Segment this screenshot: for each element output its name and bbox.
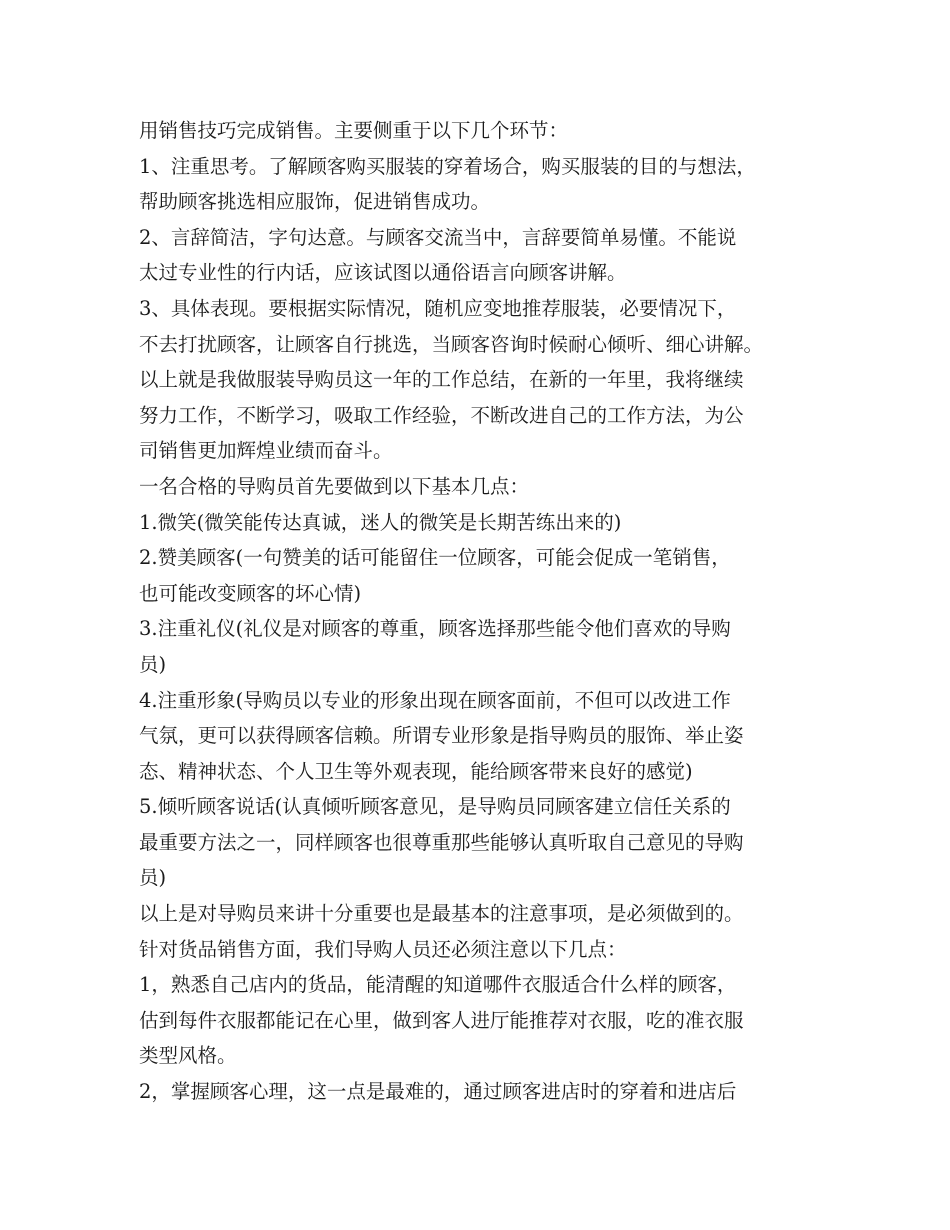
text-line: 员) xyxy=(139,652,167,676)
text-line: 态、精神状态、个人卫生等外观表现，能给顾客带来良好的感觉) xyxy=(139,759,693,783)
text-line: 类型风格。 xyxy=(139,1044,237,1068)
text-line: 最重要方法之一，同样顾客也很尊重那些能够认真听取自己意见的导购 xyxy=(139,830,744,854)
text-line: 3.注重礼仪(礼仪是对顾客的尊重，顾客选择那些能令他们喜欢的导购 xyxy=(139,617,731,641)
text-line: 3、具体表现。要根据实际情况，随机应变地推荐服装，必要情况下， xyxy=(139,296,737,320)
text-line: 司销售更加辉煌业绩而奋斗。 xyxy=(139,439,393,463)
text-line: 帮助顾客挑选相应服饰，促进销售成功。 xyxy=(139,190,491,214)
document-body xyxy=(139,113,839,1110)
text-line: 2，掌握顾客心理，这一点是最难的，通过顾客进店时的穿着和进店后 xyxy=(139,1080,737,1104)
text-line: 以上是对导购员来讲十分重要也是最基本的注意事项，是必须做到的。 xyxy=(139,902,744,926)
text-line: 也可能改变顾客的坏心情) xyxy=(139,581,362,605)
text-line: 气氛，更可以获得顾客信赖。所谓专业形象是指导购员的服饰、举止姿 xyxy=(139,724,744,748)
text-line: 估到每件衣服都能记在心里，做到客人进厅能推荐对衣服，吃的准衣服 xyxy=(139,1008,744,1032)
text-line: 努力工作，不断学习，吸取工作经验，不断改进自己的工作方法，为公 xyxy=(139,403,744,427)
text-line: 以上就是我做服装导购员这一年的工作总结，在新的一年里，我将继续 xyxy=(139,368,744,392)
text-line: 用销售技巧完成销售。主要侧重于以下几个环节： xyxy=(139,119,569,142)
text-line: 2、言辞简洁，字句达意。与顾客交流当中，言辞要简单易懂。不能说 xyxy=(139,225,737,249)
text-line: 1，熟悉自己店内的货品，能清醒的知道哪件衣服适合什么样的顾客， xyxy=(139,973,737,997)
text-line: 1、注重思考。了解顾客购买服装的穿着场合，购买服装的目的与想法， xyxy=(139,154,756,178)
text-line: 一名合格的导购员首先要做到以下基本几点： xyxy=(139,474,530,498)
text-line: 4.注重形象(导购员以专业的形象出现在顾客面前，不但可以改进工作 xyxy=(139,688,731,712)
text-line: 2.赞美顾客(一句赞美的话可能留住一位顾客，可能会促成一笔销售， xyxy=(139,546,731,570)
text-line: 员) xyxy=(139,866,167,890)
text-line: 1.微笑(微笑能传达真诚，迷人的微笑是长期苦练出来的) xyxy=(139,510,622,534)
text-line: 太过专业性的行内话，应该试图以通俗语言向顾客讲解。 xyxy=(139,261,627,285)
text-line: 5.倾听顾客说话(认真倾听顾客意见，是导购员同顾客建立信任关系的 xyxy=(139,795,731,819)
text-line: 不去打扰顾客，让顾客自行挑选，当顾客咨询时候耐心倾听、细心讲解。 xyxy=(139,332,764,356)
text-line: 针对货品销售方面，我们导购人员还必须注意以下几点： xyxy=(139,937,627,961)
